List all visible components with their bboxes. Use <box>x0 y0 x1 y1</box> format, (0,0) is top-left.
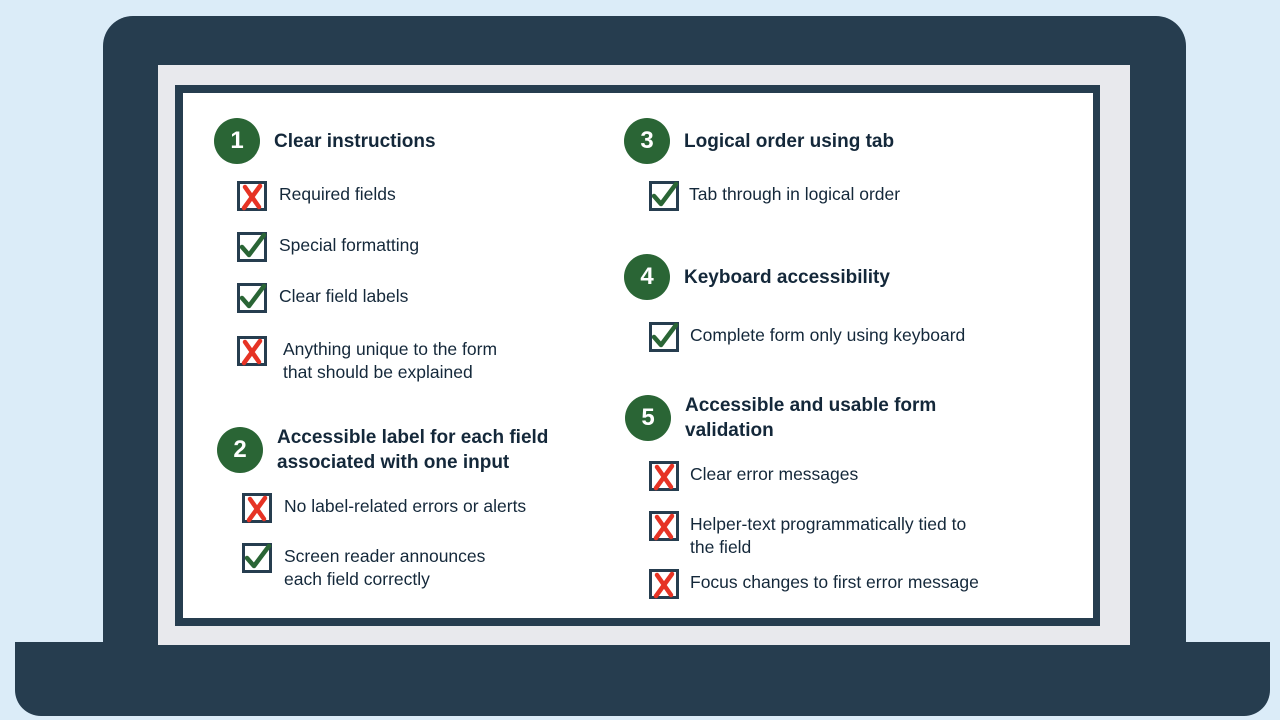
item-label: Complete form only using keyboard <box>690 325 966 345</box>
item-label: Focus changes to first error message <box>690 572 979 592</box>
section-5-heading <box>625 393 936 443</box>
checklist-item <box>242 543 485 591</box>
step-number-badge: 3 <box>624 118 670 164</box>
green-check-icon <box>237 283 267 313</box>
step-number-badge: 2 <box>217 427 263 473</box>
green-check-icon <box>242 543 272 573</box>
step-number-badge: 5 <box>625 395 671 441</box>
checklist-item <box>649 181 900 211</box>
laptop-base <box>15 642 1270 716</box>
step-number-badge: 1 <box>214 118 260 164</box>
red-x-icon <box>649 461 679 491</box>
item-label: Required fields <box>279 184 396 204</box>
red-x-icon <box>649 511 679 541</box>
red-x-icon <box>237 336 267 366</box>
checklist-item <box>649 511 966 559</box>
checklist-item <box>649 569 979 599</box>
item-label: Screen reader announces each field correctly <box>284 546 486 589</box>
section-title: Accessible and usable form validation <box>685 395 937 441</box>
item-label: No label-related errors or alerts <box>284 496 527 516</box>
item-label: Helper-text programmatically tied to the field <box>690 514 967 557</box>
section-title: Accessible label for each field associated with one input <box>277 427 549 473</box>
checklist-item <box>237 232 419 262</box>
red-x-icon <box>242 493 272 523</box>
section-title: Clear instructions <box>274 130 436 152</box>
step-number-badge: 4 <box>624 254 670 300</box>
section-3-heading <box>624 118 894 164</box>
section-1-heading <box>214 118 436 164</box>
green-check-icon <box>649 181 679 211</box>
checklist-item <box>649 322 965 352</box>
checklist-item <box>237 336 497 384</box>
green-check-icon <box>649 322 679 352</box>
red-x-icon <box>649 569 679 599</box>
checklist-item <box>237 283 408 313</box>
checklist-item <box>237 181 396 211</box>
green-check-icon <box>237 232 267 262</box>
item-label: Clear error messages <box>690 464 859 484</box>
section-title: Logical order using tab <box>684 130 895 152</box>
item-label: Anything unique to the form that should be explained <box>283 339 498 382</box>
section-4-heading <box>624 254 890 300</box>
item-label: Clear field labels <box>279 286 409 306</box>
section-title: Keyboard accessibility <box>684 266 890 288</box>
checklist-item <box>242 493 526 523</box>
red-x-icon <box>237 181 267 211</box>
item-label: Tab through in logical order <box>689 184 901 204</box>
section-2-heading <box>217 425 548 475</box>
checklist-item <box>649 461 858 491</box>
item-label: Special formatting <box>279 235 420 255</box>
